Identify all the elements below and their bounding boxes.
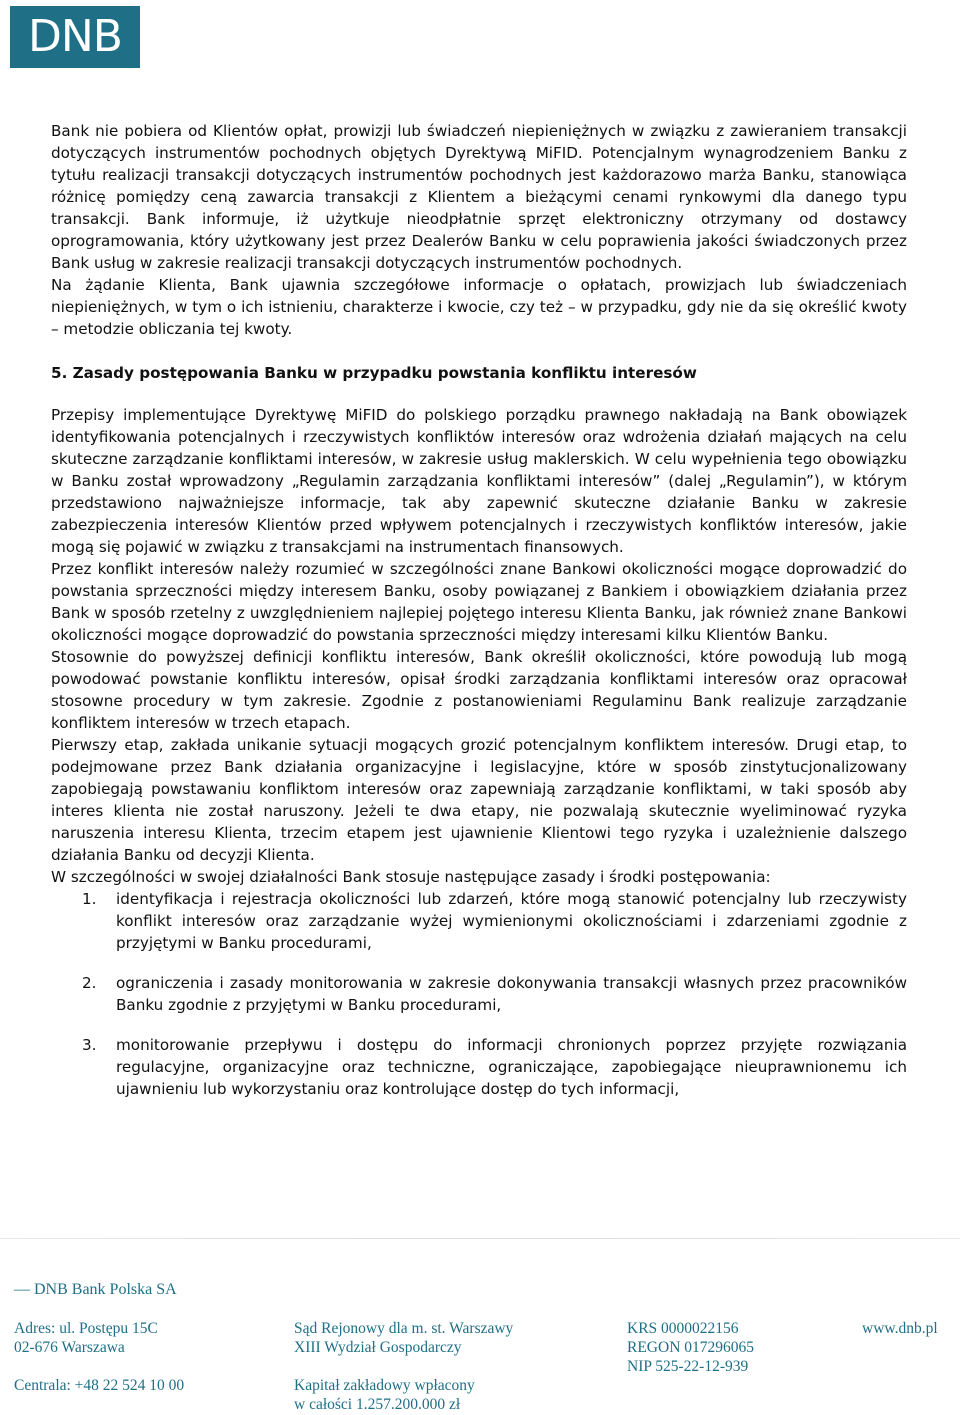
footer-address [14,1319,158,1357]
dnb-logo [10,6,140,68]
list-item-number: 1. [82,890,97,908]
paragraph-definition: Przez konflikt interesów należy rozumieć w szczególności znane Bankowi okoliczności mogące doprowadzić do powstania sprzeczności między interesem Banku, osoby powiązanej z Bankiem i obowiązkiem działania przez Bank w sposób rzetelny z uwzględnieniem najlepiej pojętego interesu Klienta Banku, jak również znane Bankowi okoliczności mogące doprowadzić do powstania sprzeczności między interesami kilku Klientów Banku. [51,560,907,644]
section-heading: 5. Zasady postępowania Banku w przypadku powstania konfliktu interesów [51,364,697,382]
footer-registry [627,1319,754,1376]
footer-brand: — DNB Bank Polska SA [14,1281,177,1298]
footer-address-street: Adres: ul. Postępu 15C [14,1320,158,1337]
list-item-text: monitorowanie przepływu i dostępu do informacji chronionych poprzez przyjęte rozwiązania regulacyjne, organizacyjne oraz techniczne, ograniczające, zapobiegające nieuprawnionemu ich ujawnieniu lub wykorzystaniu oraz kontrolujące dostęp do tych informacji, [116,1036,907,1098]
footer-capital-amount: w całości 1.257.200.000 zł [294,1396,461,1413]
paragraph-principles: W szczególności w swojej działalności Bank stosuje następujące zasady i środki postępowania: [51,868,771,886]
footer-court-name: Sąd Rejonowy dla m. st. Warszawy [294,1320,514,1337]
footer-regon: REGON 017296065 [627,1339,755,1356]
footer-nip: NIP 525-22-12-939 [627,1358,749,1375]
footer-phone-text: Centrala: +48 22 524 10 00 [14,1377,185,1394]
footer-address-city: 02-676 Warszawa [14,1339,125,1356]
footer-divider [0,1238,960,1239]
list-item [51,888,907,954]
paragraph-stages: Pierwszy etap, zakłada unikanie sytuacji mogących grozić potencjalnym konfliktem interesów. Drugi etap, to podejmowane przez Bank działania organizacyjne i legislacyjne, które w sposób zinstytucjonalizowany zapobiegają powstawaniu konfliktom interesów oraz zapewniają zarządzanie konfliktami, w taki sposób aby interes klienta nie został naruszony. Jeżeli te dwa etapy, nie pozwalają skutecznie wyeliminować ryzyka naruszenia interesu Klienta, trzecim etapem jest ujawnienie Klientowi tego ryzyka i uzależnienie dalszego działania Banku od decyzji Klienta. [51,736,907,864]
paragraph-procedures: Stosownie do powyższej definicji konfliktu interesów, Bank określił okoliczności, które powodują lub mogą powodować powstanie konfliktu interesów, opisał środki zarządzania konfliktami interesów oraz opracował stosowne procedury w tym zakresie. Zgodnie z postanowieniami Regulaminu Bank realizuje zarządzanie konfliktem interesów w trzech etapach. [51,648,907,732]
footer-krs: KRS 0000022156 [627,1320,739,1337]
paragraph-fees: Bank nie pobiera od Klientów opłat, prowizji lub świadczeń niepieniężnych w związku z zawieraniem transakcji dotyczących instrumentów pochodnych objętych Dyrektywą MiFID. Potencjalnym wynagrodzeniem Banku z tytułu realizacji transakcji dotyczących instrumentów pochodnych jest każdorazowo marża Banku, stanowiąca różnicę pomiędzy ceną zawarcia transakcji z Klientem a bieżącymi cenami rynkowymi dla danego typu transakcji. Bank informuje, iż użytkuje nieodpłatnie sprzęt elektroniczny otrzymany od dostawcy oprogramowania, który użytkowany jest przez Dealerów Banku w celu poprawienia jakości świadczonych przez Bank usług w zakresie realizacji transakcji dotyczących instrumentów pochodnych. [51,122,907,272]
list-item-text: identyfikacja i rejestracja okoliczności lub zdarzeń, które mogą stanowić potencjalny lub rzeczywisty konflikt interesów oraz zarządzanie wyżej wymienionymi okolicznościami i zdarzeniami zgodnie z przyjętymi w Banku procedurami, [116,890,907,952]
list-item-number: 2. [82,974,97,992]
list-item [51,1034,907,1100]
footer-phone [14,1376,184,1395]
logo-text: DNB [28,11,122,62]
list-item [51,972,907,1016]
list-item-number: 3. [82,1036,97,1054]
paragraph-mifid: Przepisy implementujące Dyrektywę MiFID do polskiego porządku prawnego nakładają na Bank obowiązek identyfikowania potencjalnych i rzeczywistych konfliktów interesów oraz wdrożenia działań mających na celu skuteczne zarządzanie konfliktami interesów, w zakresie usług maklerskich. W celu wypełnienia tego obowiązku w Banku został wprowadzony „Regulamin zarządzania konfliktami interesów” (dalej „Regulamin”), w którym przedstawiono najważniejsze informacje, tak aby zapewnić skuteczne działanie Banku w zakresie zabezpieczenia interesów Klientów przed wpływem potencjalnych i rzeczywistych konfliktów interesów, jakie mogą się pojawić w związku z transakcjami na instrumentach finansowych. [51,406,907,556]
list-item-text: ograniczenia i zasady monitorowania w zakresie dokonywania transakcji własnych przez pracowników Banku zgodnie z przyjętymi w Banku procedurami, [116,974,907,1014]
document-body [51,120,907,1118]
footer-website-text[interactable]: www.dnb.pl [862,1320,938,1337]
footer-capital [294,1376,475,1414]
footer-capital-label: Kapitał zakładowy wpłacony [294,1377,475,1394]
footer-court-division: XIII Wydział Gospodarczy [294,1339,462,1356]
footer-website-link[interactable] [862,1319,938,1338]
footer-court [294,1319,513,1357]
principles-list [51,888,907,1100]
paragraph-disclosure: Na żądanie Klienta, Bank ujawnia szczegółowe informacje o opłatach, prowizjach lub świadczeniach niepieniężnych, w tym o ich istnieniu, charakterze i kwocie, czy też – w przypadku, gdy nie da się określić kwoty – metodzie obliczania tej kwoty. [51,276,907,338]
